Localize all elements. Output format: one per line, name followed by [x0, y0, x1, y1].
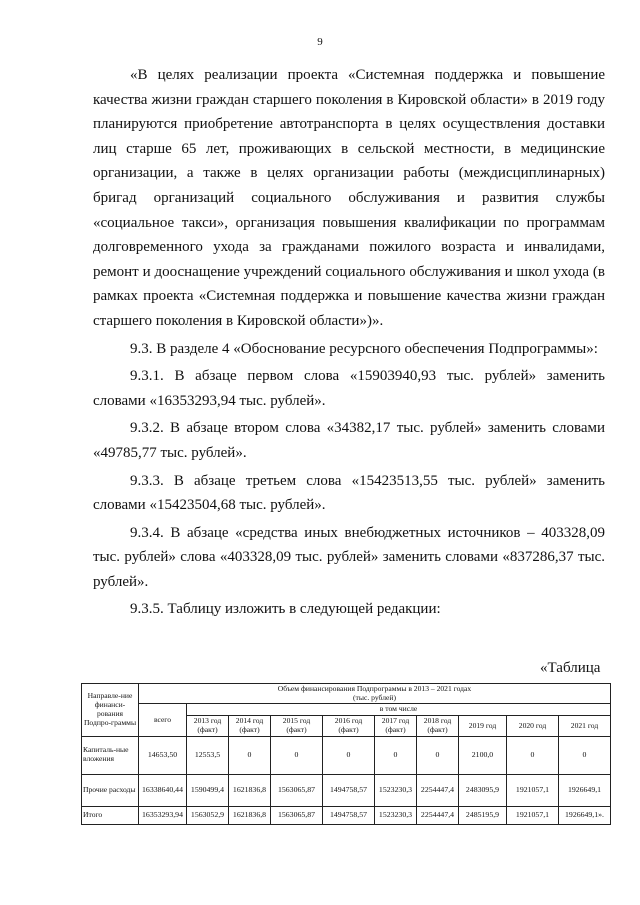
cell-value: 0 [417, 736, 459, 774]
cell-value: 12553,5 [187, 736, 229, 774]
cell-value: 1926649,1 [559, 774, 611, 806]
cell-value: 0 [507, 736, 559, 774]
cell-value: 1563065,87 [271, 806, 323, 824]
paragraph-goal: «В целях реализации проекта «Системная поддержка и повышение качества жизни граждан старшего поколения в Кировской области» в 2019 году планируются приобретение автотранспорта в целях осуществления доставки лиц старше 65 лет, проживающих в сельской местности, в медицинские организации, а также в целях организации работы (междисциплинарных) бригад организаций социального обслуживания и развития службы «социальное такси», организация повышения квалификации по программам долговременного ухода за гражданами пожилого возраста и инвалидами, ремонт и дооснащение учреждений социального обслуживания и школ ухода (в рамках проекта «Системная поддержка и повышение качества жизни граждан старшего поколения в Кировской области»)». [93, 67, 605, 329]
paragraph-9-3: 9.3. В разделе 4 «Обоснование ресурсного обеспечения Подпрограммы»: [130, 340, 598, 357]
table-reference: «Таблица [540, 660, 601, 676]
paragraph-9-3-3: 9.3.3. В абзаце третьем слова «15423513,55 тыс. рублей» заменить словами «15423504,68 тыс. рублей». [93, 472, 605, 514]
cell-value: 0 [559, 736, 611, 774]
header-year: 2017 год (факт) [375, 716, 417, 736]
cell-value: 2254447,4 [417, 806, 459, 824]
cell-value: 0 [229, 736, 271, 774]
cell-value: 1563052,9 [187, 806, 229, 824]
table-row [82, 806, 611, 824]
header-year: 2019 год [459, 716, 507, 736]
header-volume-title: Объем финансирования Подпрограммы в 2013 – 2021 годах [277, 684, 472, 693]
cell-value: 1523230,3 [375, 774, 417, 806]
header-direction: Направле-ние финанси-рования Подпро-граммы [82, 684, 139, 737]
cell-value: 2100,0 [459, 736, 507, 774]
cell-total: 16338640,44 [139, 774, 187, 806]
cell-value: 1921057,1 [507, 774, 559, 806]
header-year: 2016 год (факт) [323, 716, 375, 736]
header-year: 2013 год (факт) [187, 716, 229, 736]
header-year: 2014 год (факт) [229, 716, 271, 736]
cell-value: 1621836,8 [229, 774, 271, 806]
header-including: в том числе [187, 704, 611, 716]
cell-value: 1926649,1». [559, 806, 611, 824]
row-label: Прочие расходы [82, 774, 139, 806]
cell-total: 14653,50 [139, 736, 187, 774]
cell-value: 2485195,9 [459, 806, 507, 824]
cell-value: 2483095,9 [459, 774, 507, 806]
paragraph-9-3-5: 9.3.5. Таблицу изложить в следующей редакции: [130, 601, 441, 618]
cell-value: 1621836,8 [229, 806, 271, 824]
header-year: 2015 год (факт) [271, 716, 323, 736]
header-total: всего [139, 704, 187, 736]
row-label: Итого [82, 806, 139, 824]
header-volume [139, 684, 611, 704]
table-row [82, 774, 611, 806]
cell-value: 1494758,57 [323, 774, 375, 806]
cell-total: 16353293,94 [139, 806, 187, 824]
header-unit: (тыс. рублей) [353, 692, 396, 702]
cell-value: 1523230,3 [375, 806, 417, 824]
paragraph-9-3-4: 9.3.4. В абзаце «средства иных внебюджетных источников – 403328,09 тыс. рублей» слова «403328,09 тыс. рублей» заменить словами «837286,37 тыс. рублей». [93, 524, 605, 590]
cell-value: 1494758,57 [323, 806, 375, 824]
paragraph-9-3-2: 9.3.2. В абзаце втором слова «34382,17 тыс. рублей» заменить словами «49785,77 тыс. рублей». [93, 420, 605, 461]
table-row [82, 736, 611, 774]
cell-value: 1563065,87 [271, 774, 323, 806]
cell-value: 2254447,4 [417, 774, 459, 806]
header-year: 2018 год (факт) [417, 716, 459, 736]
cell-value: 0 [375, 736, 417, 774]
cell-value: 0 [323, 736, 375, 774]
cell-value: 0 [271, 736, 323, 774]
cell-value: 1590499,4 [187, 774, 229, 806]
paragraph-9-3-1: 9.3.1. В абзаце первом слова «15903940,93 тыс. рублей» заменить словами «16353293,94 тыс. рублей». [93, 368, 605, 409]
header-year: 2021 год [559, 716, 611, 736]
header-year: 2020 год [507, 716, 559, 736]
body-text [93, 63, 605, 622]
cell-value: 1921057,1 [507, 806, 559, 824]
row-label: Капиталь-ные вложения [82, 736, 139, 774]
financing-table [81, 683, 611, 825]
page-number: 9 [317, 36, 323, 48]
